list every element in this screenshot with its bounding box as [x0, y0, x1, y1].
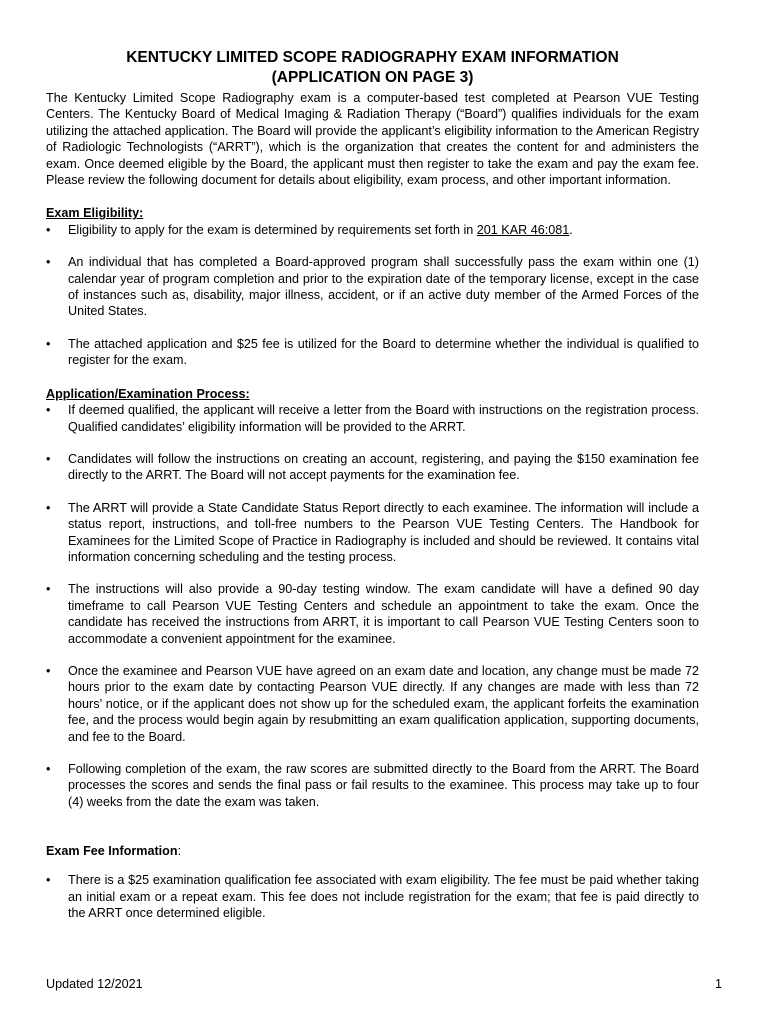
page-number: 1 — [714, 977, 722, 991]
list-item — [46, 402, 699, 435]
eligibility-item-1-text: Eligibility to apply for the exam is determined by requirements set forth in — [68, 222, 477, 237]
bullet-icon: • — [46, 762, 51, 776]
process-heading: Application/Examination Process: — [46, 386, 250, 401]
bullet-icon: • — [46, 663, 51, 678]
eligibility-heading: Exam Eligibility: — [46, 206, 144, 221]
document-subtitle: (APPLICATION ON PAGE 3) — [271, 69, 474, 86]
bullet-icon: • — [46, 222, 51, 237]
bullet-icon: • — [46, 873, 51, 888]
bullet-icon: • — [46, 451, 51, 466]
fees-heading: Exam Fee Information — [46, 844, 178, 859]
fees-heading-colon: : — [177, 844, 182, 859]
process-item-text: Candidates will follow the instructions on creating an account, registering, and paying the $150 examination fee directly to the ARRT. The Board will not accept payments for the examination fee. — [68, 451, 699, 483]
list-item — [46, 663, 699, 745]
eligibility-item-2-text: An individual that has completed a Board-approved program shall successfully pass the exam within one (1) calendar year of program completion and prior to the expiration date of the temporary license, except in the case of instances such as, disability, major illness, accident, or if an active duty member of the Armed Forces of the United States. — [68, 255, 699, 319]
bullet-icon: • — [46, 500, 51, 515]
bullet-icon: • — [46, 255, 51, 270]
fees-heading-line — [46, 843, 699, 859]
list-item — [46, 581, 699, 647]
process-list — [46, 402, 699, 810]
list-item — [46, 451, 699, 484]
document-title: KENTUCKY LIMITED SCOPE RADIOGRAPHY EXAM INFORMATION — [126, 49, 619, 66]
fees-item-1-text: There is a $25 examination qualification fee associated with exam eligibility. The fee must be paid whether taking an initial exam or a repeat exam. This fee does not include registration for the exam; that fee is paid directly to the ARRT once determined eligible. — [68, 873, 699, 921]
list-item — [46, 872, 699, 921]
process-item-text: The instructions will also provide a 90-day testing window. The exam candidate will have a defined 90 day timeframe to call Pearson VUE Testing Centers and schedule an appointment to take the exam. Once the candidate has received the instructions from ARRT, it is important to call Pearson VUE Testing Centers soon to accommodate a convenient appointment for the examinee. — [68, 582, 699, 646]
list-item — [46, 254, 699, 320]
process-item-text: The ARRT will provide a State Candidate Status Report directly to each examinee. The information will include a status report, instructions, and toll-free numbers to the Pearson VUE Testing Centers. The Handbook for Examinees for the Limited Scope of Practice in Radiography is included and should be reviewed. It contains vital information concerning scheduling and the testing process. — [68, 500, 699, 564]
process-item-text: Once the examinee and Pearson VUE have agreed on an exam date and location, any change must be made 72 hours prior to the exam date by contacting Pearson VUE directly. If any changes are made with less than 72 hours’ notice, or if the applicant does not show up for the scheduled exam, the applicant forfeits the examination fee, and the process would begin again by resubmitting an exam qualification application, supporting documents, and fee to the Board. — [68, 663, 699, 744]
list-item — [46, 500, 699, 566]
eligibility-list — [46, 222, 699, 369]
list-item — [46, 336, 699, 369]
bullet-icon: • — [46, 403, 51, 418]
updated-date: Updated 12/2021 — [46, 977, 143, 991]
bullet-icon: • — [46, 336, 51, 351]
eligibility-item-1-end: . — [569, 222, 573, 237]
list-item — [46, 222, 699, 238]
intro-paragraph: The Kentucky Limited Scope Radiography exam is a computer-based test completed at Pearson VUE Testing Centers. The Kentucky Board of Medical Imaging & Radiation Therapy (“Board”) qualifies individuals for the exam utilizing the attached application. The Board will provide the applicant’s eligibility information to the American Registry of Radiologic Technologists (“ARRT”), which is the organization that creates the content for and administers the exam. Once deemed eligible by the Board, the applicant must then register to take the exam and pay the exam fee. Please review the following document for details about eligibility, exam process, and other important information. — [46, 91, 699, 188]
fees-list — [46, 872, 699, 921]
process-item-text: If deemed qualified, the applicant will receive a letter from the Board with instructions on the registration process. Qualified candidates’ eligibility information will be provided to the ARRT. — [68, 403, 699, 434]
process-item-text: Following completion of the exam, the raw scores are submitted directly to the Board from the ARRT. The Board processes the scores and sends the final pass or fail results to the examinee. This process may take up to four (4) weeks from the date the exam was taken. — [68, 762, 699, 809]
page-footer — [46, 976, 722, 992]
bullet-icon: • — [46, 582, 51, 597]
document-page — [46, 48, 699, 921]
list-item — [46, 761, 699, 810]
eligibility-item-3-text: The attached application and $25 fee is utilized for the Board to determine whether the individual is qualified to register for the exam. — [68, 336, 699, 368]
kar-regulation-link[interactable]: 201 KAR 46:081 — [476, 222, 570, 237]
